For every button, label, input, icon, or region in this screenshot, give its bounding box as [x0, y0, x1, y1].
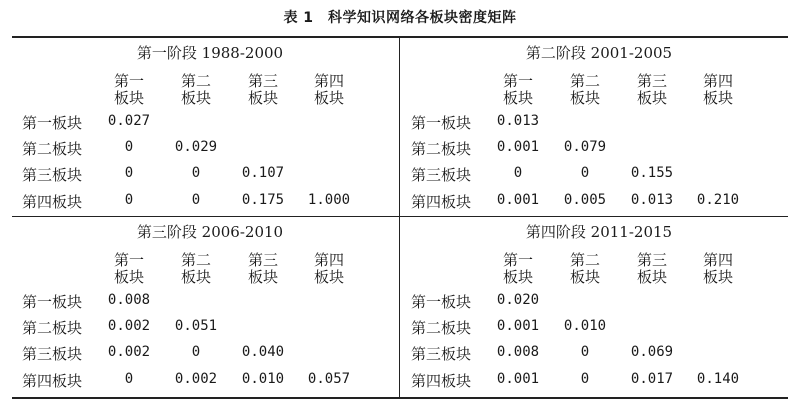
density-cell: 0 [124, 371, 134, 387]
density-cell: 0.002 [107, 344, 151, 360]
column-header [166, 73, 226, 107]
column-header [555, 73, 615, 107]
row-label: 第二板块 [22, 140, 83, 158]
column-header [555, 252, 615, 286]
panel-title: 第四阶段 2011-2015 [525, 223, 673, 241]
column-header-line: 第三 [636, 251, 667, 269]
density-cell: 0.010 [563, 318, 607, 334]
density-cell: 0.010 [241, 371, 285, 387]
density-cell: 0.175 [241, 192, 285, 208]
density-cell: 0.057 [307, 371, 351, 387]
column-header-line: 板块 [502, 268, 533, 286]
row-label: 第一板块 [411, 293, 472, 311]
panel-stage-1 [22, 42, 398, 212]
column-header-line: 第三 [636, 72, 667, 90]
density-cell: 0.051 [174, 318, 218, 334]
row-label: 第三板块 [411, 166, 472, 184]
density-cell: 0.001 [496, 371, 540, 387]
density-cell: 0 [513, 165, 523, 181]
column-header-line: 板块 [247, 268, 278, 286]
density-cell: 0 [191, 165, 201, 181]
density-cell: 0.002 [107, 318, 151, 334]
column-header-line: 板块 [636, 268, 667, 286]
density-cell: 0 [580, 344, 590, 360]
density-cell: 1.000 [307, 192, 351, 208]
density-cell: 0 [191, 192, 201, 208]
column-header-line: 板块 [569, 89, 600, 107]
column-header [299, 252, 359, 286]
column-header-line: 第三 [247, 251, 278, 269]
density-cell: 0.001 [496, 318, 540, 334]
row-label: 第四板块 [411, 193, 472, 211]
panel-title: 第一阶段 1988-2000 [136, 44, 284, 62]
density-cell: 0.027 [107, 113, 151, 129]
column-header-line: 第四 [702, 72, 733, 90]
column-header-line: 第一 [113, 251, 144, 269]
density-cell: 0 [580, 165, 590, 181]
column-header-line: 板块 [702, 89, 733, 107]
density-cell: 0 [124, 192, 134, 208]
density-cell: 0.040 [241, 344, 285, 360]
row-label: 第一板块 [411, 114, 472, 132]
density-cell: 0.210 [696, 192, 740, 208]
column-header-line: 第四 [313, 251, 344, 269]
column-header-line: 第二 [569, 251, 600, 269]
column-header-line: 板块 [113, 268, 144, 286]
middle-rule [12, 216, 788, 217]
table-title: 表 1 科学知识网络各板块密度矩阵 [283, 10, 517, 26]
row-label: 第二板块 [411, 319, 472, 337]
density-cell: 0.069 [630, 344, 674, 360]
bottom-rule [12, 397, 788, 399]
column-header [622, 252, 682, 286]
density-cell: 0.013 [630, 192, 674, 208]
column-header-line: 第四 [313, 72, 344, 90]
row-label: 第一板块 [22, 114, 83, 132]
column-header-line: 板块 [569, 268, 600, 286]
density-cell: 0.107 [241, 165, 285, 181]
column-header [488, 73, 548, 107]
column-header-line: 板块 [313, 89, 344, 107]
column-header-line: 板块 [502, 89, 533, 107]
panel-stage-2 [411, 42, 787, 212]
column-header-line: 板块 [247, 89, 278, 107]
column-header-line: 板块 [113, 89, 144, 107]
density-cell: 0.002 [174, 371, 218, 387]
panel-stage-4 [411, 221, 787, 391]
density-cell: 0.017 [630, 371, 674, 387]
density-cell: 0.008 [107, 292, 151, 308]
column-header-line: 第二 [180, 251, 211, 269]
column-header-line: 板块 [636, 89, 667, 107]
column-header [688, 252, 748, 286]
column-header [166, 252, 226, 286]
density-cell: 0.005 [563, 192, 607, 208]
panel-title: 第三阶段 2006-2010 [136, 223, 284, 241]
panel-title: 第二阶段 2001-2005 [525, 44, 673, 62]
row-label: 第四板块 [22, 193, 83, 211]
density-cell: 0.001 [496, 139, 540, 155]
row-label: 第四板块 [411, 372, 472, 390]
density-cell: 0.079 [563, 139, 607, 155]
density-cell: 0.020 [496, 292, 540, 308]
column-header [622, 73, 682, 107]
column-header-line: 第二 [569, 72, 600, 90]
center-divider [399, 37, 400, 397]
row-label: 第二板块 [411, 140, 472, 158]
density-cell: 0 [124, 165, 134, 181]
column-header-line: 板块 [313, 268, 344, 286]
column-header [99, 252, 159, 286]
density-cell: 0 [124, 139, 134, 155]
row-label: 第三板块 [22, 345, 83, 363]
row-label: 第三板块 [411, 345, 472, 363]
column-header [299, 73, 359, 107]
density-cell: 0.155 [630, 165, 674, 181]
density-cell: 0.001 [496, 192, 540, 208]
column-header-line: 第三 [247, 72, 278, 90]
density-cell: 0.029 [174, 139, 218, 155]
column-header [488, 252, 548, 286]
row-label: 第二板块 [22, 319, 83, 337]
column-header-line: 板块 [180, 268, 211, 286]
row-label: 第四板块 [22, 372, 83, 390]
column-header-line: 第一 [113, 72, 144, 90]
density-cell: 0.008 [496, 344, 540, 360]
density-cell: 0.140 [696, 371, 740, 387]
panel-stage-3 [22, 221, 398, 391]
density-cell: 0 [580, 371, 590, 387]
column-header-line: 第一 [502, 72, 533, 90]
column-header [233, 252, 293, 286]
column-header-line: 第二 [180, 72, 211, 90]
density-cell: 0.013 [496, 113, 540, 129]
column-header-line: 第四 [702, 251, 733, 269]
row-label: 第三板块 [22, 166, 83, 184]
column-header-line: 第一 [502, 251, 533, 269]
column-header [688, 73, 748, 107]
row-label: 第一板块 [22, 293, 83, 311]
column-header-line: 板块 [180, 89, 211, 107]
density-cell: 0 [191, 344, 201, 360]
top-rule [12, 36, 788, 38]
column-header-line: 板块 [702, 268, 733, 286]
column-header [99, 73, 159, 107]
column-header [233, 73, 293, 107]
